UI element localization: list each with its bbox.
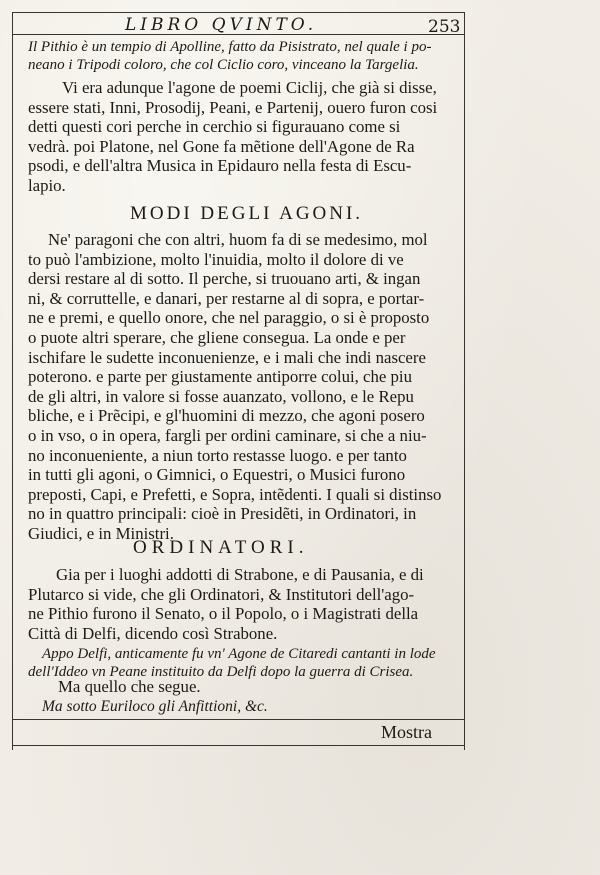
text-line: poterono. e parte per giustamente antiporre colui, che piu	[28, 367, 412, 387]
text-line: bliche, e i Prẽcipi, e gl'huomini di mezzo, che agoni posero	[28, 406, 425, 426]
text-line: preposti, Capi, e Prefetti, e Sopra, intẽdenti. I quali si distinso	[28, 484, 442, 504]
quote-line: Ma sotto Euriloco gli Anfittioni, &c.	[42, 698, 268, 715]
paragraph-ordinatori	[28, 565, 472, 643]
text-line: psodi, e dell'altra Musica in Epidauro nella festa di Escu-	[28, 156, 412, 176]
text-line: Ma quello che segue.	[58, 677, 201, 696]
page-number: 253	[428, 17, 461, 37]
section-heading-ordinatori: ORDINATORI.	[133, 537, 309, 558]
catchword: Mostra	[381, 722, 432, 742]
text-line: ni, & corruttelle, e danari, per restarne al di sopra, e portar-	[28, 288, 425, 308]
header-rule	[12, 12, 464, 13]
text-line: lapio.	[28, 175, 66, 195]
paragraph-ma-quello	[58, 677, 502, 697]
text-line: essere stati, Inni, Prosodij, Peani, e Partenij, ouero furon cosi	[28, 97, 438, 117]
paragraph-agone-ciclij	[28, 78, 472, 196]
marginal-note	[28, 38, 472, 74]
text-line: vedrà. poi Platone, nel Gone fa mẽtione dell'Agone de Ra	[28, 136, 415, 156]
text-line: ischifare le sudette inconuenienze, e i mali che indi nascere	[28, 347, 426, 367]
text-line: no in quattro principali: cioè in Presidẽti, in Ordinatori, in	[28, 504, 417, 524]
text-line: ne Pithio furono il Senato, o il Popolo, o i Magistrati della	[28, 604, 419, 624]
frame-rule-bottom	[12, 719, 464, 720]
text-line: in tutti gli agoni, o Gimnici, o Equestri, o Musici furono	[28, 465, 406, 485]
running-head: LIBRO QVINTO.	[125, 15, 318, 35]
quotation-euriloco	[42, 698, 486, 716]
text-line: o puote altri sperare, che gliene consegua. La onde e per	[28, 327, 406, 347]
text-line: dersi restare al di sotto. Il perche, si truouano arti, & ingan	[28, 269, 421, 289]
text-line: no inconueniente, a niun torto restasse luogo. e per tanto	[28, 445, 407, 465]
text-line: Vi era adunque l'agone de poemi Ciclij, che già si disse,	[62, 78, 437, 97]
text-line: detti questi cori perche in cerchio si figurauano come si	[28, 117, 401, 137]
text-line: o in vso, o in opera, fargli per ordini caminare, si che a niu-	[28, 425, 427, 445]
note-line: Il Pithio è un tempio di Apolline, fatto da Pisistrato, nel quale i po-	[28, 39, 432, 55]
frame-rule-footer	[12, 745, 464, 746]
paragraph-modi-degli-agoni	[28, 230, 472, 544]
text-line: Ne' paragoni che con altri, huom fa di se medesimo, mol	[48, 230, 428, 249]
frame-rule-left	[12, 12, 13, 750]
section-heading-modi: MODI DEGLI AGONI.	[130, 203, 364, 224]
text-line: Città di Delfi, dicendo così Strabone.	[28, 623, 278, 643]
quote-line: Appo Delfi, anticamente fu vn' Agone de Citaredi cantanti in lode	[42, 646, 436, 662]
text-line: Plutarco si vide, che gli Ordinatori, & Institutori dell'ago-	[28, 584, 415, 604]
note-line: neano i Tripodi coloro, che col Ciclio coro, vinceano la Targelia.	[28, 57, 419, 73]
text-line: to può l'ambizione, molto l'inuidia, molto il dolore di ve	[28, 249, 404, 269]
quote-line: dell'Iddeo vn Peane instituito da Delfi dopo la guerra di Crisea.	[28, 664, 414, 680]
quotation-strabone	[28, 645, 472, 681]
text-line: ne e premi, e quello onore, che nel paraggio, o si è proposto	[28, 308, 430, 328]
text-line: Gia per i luoghi addotti di Strabone, e di Pausania, e di	[56, 565, 424, 584]
text-line: Giudici, e in Ministri.	[28, 523, 174, 543]
text-line: de gli altri, in valore si fosse auanzato, vollono, e le Repu	[28, 386, 414, 406]
